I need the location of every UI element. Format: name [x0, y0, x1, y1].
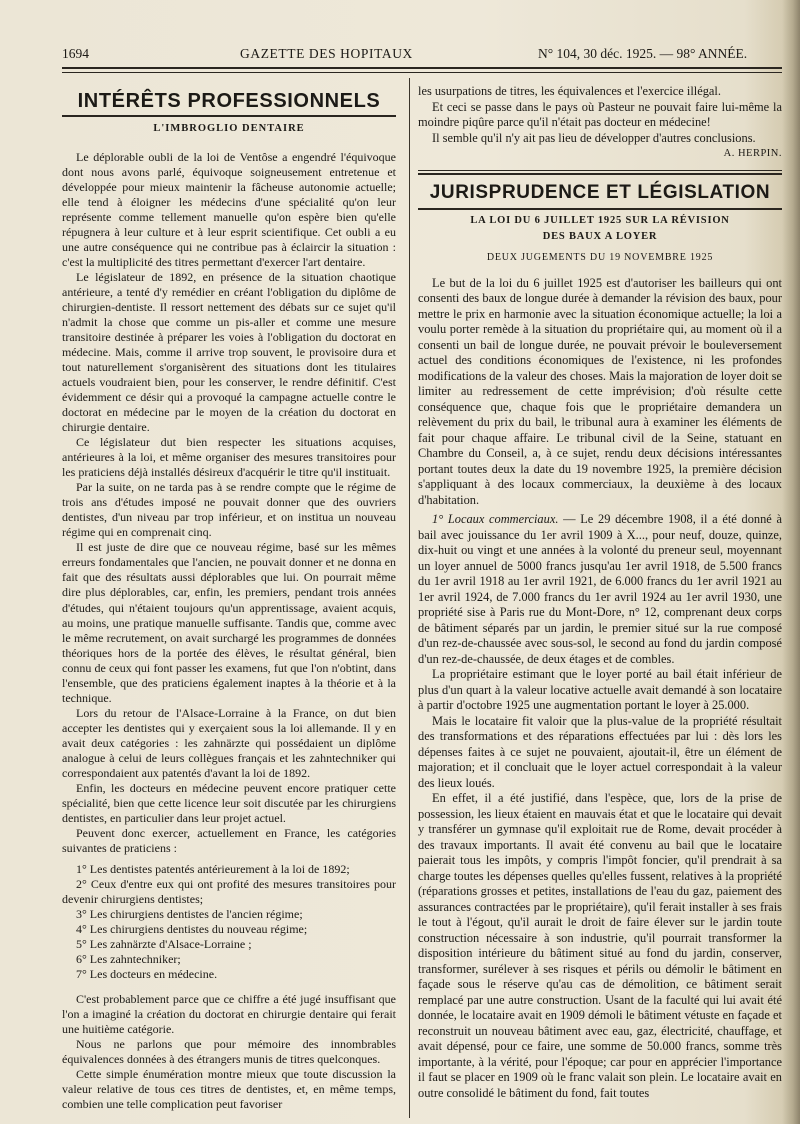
- list-item: 3° Les chirurgiens dentistes de l'ancien régime;: [76, 906, 303, 921]
- header-rule-thin: [62, 72, 782, 73]
- paragraph: Il semble qu'il n'y ait pas lieu de développer d'autres conclusions.: [432, 130, 756, 145]
- list-item: 7° Les docteurs en médecine.: [76, 966, 218, 981]
- list-item: 1° Les dentistes patentés antérieurement à la loi de 1892;: [76, 861, 350, 876]
- paragraph: Le but de la loi du 6 juillet 1925 est d'autoriser les bailleurs qui ont consenti des baux de longue durée à demander la révision des baux, pour mettre le prix en harmonie avec la situation économique actuelle; la loi a voulu porter remède à la situation du propriétaire qui, au moment où il a consenti un bail de longue durée, ne pouvait prévoir le bouleversement actuel des conditions économiques de l'existence, ni les profondes modifications de la valeur des choses. Mais la majoration de loyer doit se limiter au redressement de cette imprévision; d'où résulte cette conséquence que, chaque fois que le propriétaire demandera un relèvement du prix du bail, le tribunal aura à examiner les éléments de fait pour chaque affaire. Le tribunal civil de la Seine, statuant en Chambre du Conseil, a, à ce sujet, rendu deux décisions intéressantes portant toutes deux la date du 19 novembre 1925, la première décision s'appliquant à des locaux commerciaux, la deuxième à des locaux d'habitation.: [418, 275, 782, 507]
- paragraph: Peuvent donc exercer, actuellement en France, les catégories suivantes de praticiens :: [62, 825, 396, 855]
- journal-title: GAZETTE DES HOPITAUX: [240, 46, 413, 61]
- list-item: 5° Les zahnärzte d'Alsace-Lorraine ;: [76, 936, 252, 951]
- section-title-interets: INTÉRÊTS PROFESSIONNELS: [77, 90, 381, 112]
- paragraph: Et ceci se passe dans le pays où Pasteur ne pouvait faire lui-même la moindre piqûre parce qu'il n'était pas docteur en médecine!: [418, 99, 782, 129]
- paragraph-locaux-commerciaux: [418, 512, 782, 667]
- list-item: 6° Les zahntechniker;: [76, 951, 181, 966]
- section-rule-thin: [418, 170, 782, 171]
- section-rule: [418, 208, 782, 210]
- paragraph: Enfin, les docteurs en médecine peuvent encore pratiquer cette spécialité, bien que cette licence leur soit discutée par les chirurgiens dentistes, en particulier dans leur projet actuel.: [62, 780, 396, 825]
- paragraph: Lors du retour de l'Alsace-Lorraine à la France, on dut bien accepter les dentistes qui y exerçaient sous la loi allemande. Il y en avait deux catégories : les zahnärzte qui possédaient un diplôme analogue à celui de leurs collègues français et les zahntechniker qui correspondaient aux patentés d'avant la loi de 1892.: [62, 705, 396, 780]
- paragraph: Ce législateur dut bien respecter les situations acquises, antérieures à la loi, et même organiser des mesures transitoires pour les praticiens déjà installés désireux d'acquérir le titre qu'il instituait.: [62, 435, 396, 480]
- paragraph: Il est juste de dire que ce nouveau régime, basé sur les mêmes erreurs fondamentales que l'ancien, ne pouvait donner et ne donna en fait que des résultats aussi déplorables que lui. On pourrait même dire plus déplorables, car, enfin, les premiers, pendant trois années d'études, qui n'étaient toujours qu'un apprentissage, avaient acquis, au moins, une pratique manuelle suffisante. Tandis que, comme avec le même recrutement, on avait surchargé les programmes de données théoriques hors de la portée des élèves, le résultat général, bien connu de ceux qui font passer les examens, fut que l'on n'obtint, dans l'ensemble, que des praticiens également inaptes à la théorie et à la technique.: [62, 540, 396, 705]
- paragraph: Mais le locataire fit valoir que la plus-value de la propriété résultait des transformations et des réparations effectuées par lui : dès lors les dépenses faites à ce sujet ne pouvaient, ajoutait-il, être un élément de majoration; et il concluait que le loyer actuel correspondait à la valeur des lieux loués.: [418, 713, 782, 790]
- running-header: [62, 44, 782, 64]
- paragraph: En effet, il a été justifié, dans l'espèce, que, lors de la prise de possession, les lieux étaient en mauvais état et que le locataire qui devait y transférer un gymnase qu'il exploitait rue de Rome, devait procéder à des travaux importants. Il avait été convenu au bail que le locataire paierait tous les impôts, y compris l'impôt foncier, qu'il prendrait à sa charge toutes les dépenses quelles qu'elles fussent, relatives à la propriété (réparations grosses et petites, installations de l'eau du gaz, paiement des assurances contractées par le propriétaire), qu'il ferait installer à ses frais le tout à l'égout, qu'il aurait le droit de faire élever sur le jardin toute construction nécessaire à son industrie, qu'il pourrait transformer la disposition intérieure du bâtiment situé au fond du jardin, conserver, transformer, surélever à ses risques et périls ou démolir le bâtiment en façade sous le réserve qu'au cas de démolition, ce bâtiment serait remplacé par une autre construction. Usant de la faculté qui lui avait été donnée, le locataire avait en 1909 démoli le bâtiment vétuste en façade et reconstruit un nouveau bâtiment avec eau, gaz, électricité, chauffage, et avait dépensé, pour ce faire, une somme de 50.000 francs, somme très importante, à la vérité, pour l'époque; car pour en apprécier l'importance il faut se placer en 1909 où le franc valait son plein. Le locataire avait en outre consolidé le bâtiment du fond, fait toutes: [418, 791, 782, 1100]
- paragraph: Cette simple énumération montre mieux que toute discussion la valeur relative de tous ces titres de dentistes, et, en même temps, combien une telle complication peut favoriser: [62, 1066, 396, 1111]
- subheading-label: 1° Locaux commerciaux.: [432, 512, 559, 526]
- section-title-jurisprudence: JURISPRUDENCE ET LÉGISLATION: [429, 181, 771, 203]
- section-rule: [62, 115, 396, 117]
- page-number: 1694: [62, 46, 89, 61]
- paragraph: Le législateur de 1892, en présence de la situation chaotique antérieure, a tenté d'y remédier en créant l'obligation du diplôme de chirurgien-dentiste. Il ressort nettement des débats sur ce sujet qu'il n'admit la chose que comme un pis-aller et comme une mesure transitoire destinée à préparer les voies à l'obligation du doctorat en médecine. Mais, comme il arrive trop souvent, le provisoire dura et tout naturellement s'organisèrent des situations dont les titulaires actuels voudraient bien, pour les conserver, le rendre définitif. C'est évidemment ce désir qui a provoqué la campagne actuelle contre le doctorat en médecine par le moyen de la création du doctorat en chirurgie dentaire.: [62, 270, 396, 435]
- column-divider: [409, 78, 410, 1118]
- article-subtitle: DEUX JUGEMENTS DU 19 NOVEMBRE 1925: [486, 252, 714, 263]
- paragraph: La propriétaire estimant que le loyer porté au bail était inférieur de plus d'un quart à la valeur locative actuelle avait demandé à son locataire à partir d'octobre 1925 une augmentation portant le loyer à 25.000.: [418, 667, 782, 712]
- author-signature: A. HERPIN.: [723, 148, 782, 159]
- section-rule-thick: [418, 173, 782, 175]
- list-item: 2° Ceux d'entre eux qui ont profité des mesures transitoires pour devenir chirurgiens dentistes;: [62, 876, 396, 906]
- paragraph-text: — Le 29 décembre 1908, il a été donné à bail avec jouissance du 1er avril 1909 à X..., pour neuf, douze, quinze, dix-huit ou vingt et une années à la volonté du preneur seul, moyennant un loyer annuel de 5000 francs jusqu'au 1er avril 1918, de 5.500 francs du 1er avril 1918 au 1er avril 1921, de 6.000 francs du 1er avril 1921 au 1er avril 1924, de 7.000 francs du 1er avril 1924 au 1er avril 1930, une propriété sise à Paris rue du Mont-Dore, n° 12, comprenant deux corps de bâtiment séparés par un jardin, le premier situé sur la rue composé d'un rez-de-chaussée avec sous-sol, le second au fond du jardin composé d'un rez-de-chaussée, de deux étages et de combles.: [418, 512, 782, 666]
- issue-info: N° 104, 30 déc. 1925. — 98° ANNÉE.: [538, 46, 748, 61]
- article-title-imbroglio: L'IMBROGLIO DENTAIRE: [153, 123, 305, 135]
- paragraph: Nous ne parlons que pour mémoire des innombrables équivalences données à des étrangers munis de titres quelconques.: [62, 1036, 396, 1066]
- page-edge-shadow: [782, 0, 800, 1124]
- paragraph: Par la suite, on ne tarda pas à se rendre compte que le régime de trois ans d'études imposé ne pouvait donner que des ouvriers dentistes, d'un niveau par trop inférieur, et on institua un nouveau régime qui en comprenait cinq.: [62, 480, 396, 540]
- left-column: [62, 86, 396, 1112]
- right-column: [418, 84, 782, 1101]
- header-rule-thick: [62, 67, 782, 69]
- paragraph: Le déplorable oubli de la loi de Ventôse a engendré l'équivoque dont nous avons parlé, équivoque soigneusement entretenue et développée pour mieux maintenir la fâcheuse autonomie actuelle; elle tend à éloigner les médecins d'une spécialité qu'on leur représente comme tellement manuelle qu'on espère bien qu'elle répugnera à leur culture et à leur esprit scientifique. Cet oubli a eu une autre conséquence qui ne contribue pas à éclaircir la situation : c'est la multiplicité des titres permettant d'exercer l'art dentaire.: [62, 150, 396, 270]
- paragraph-continuation: les usurpations de titres, les équivalences et l'exercice illégal.: [418, 84, 721, 98]
- article-title-line1: LA LOI DU 6 JUILLET 1925 SUR LA RÉVISION: [470, 215, 730, 226]
- paragraph: C'est probablement parce que ce chiffre a été jugé insuffisant que l'on a imaginé la création du doctorat en chirurgie dentaire qui ferait une huitième catégorie.: [62, 991, 396, 1036]
- article-title-line2: DES BAUX A LOYER: [542, 231, 658, 242]
- list-item: 4° Les chirurgiens dentistes du nouveau régime;: [76, 921, 308, 936]
